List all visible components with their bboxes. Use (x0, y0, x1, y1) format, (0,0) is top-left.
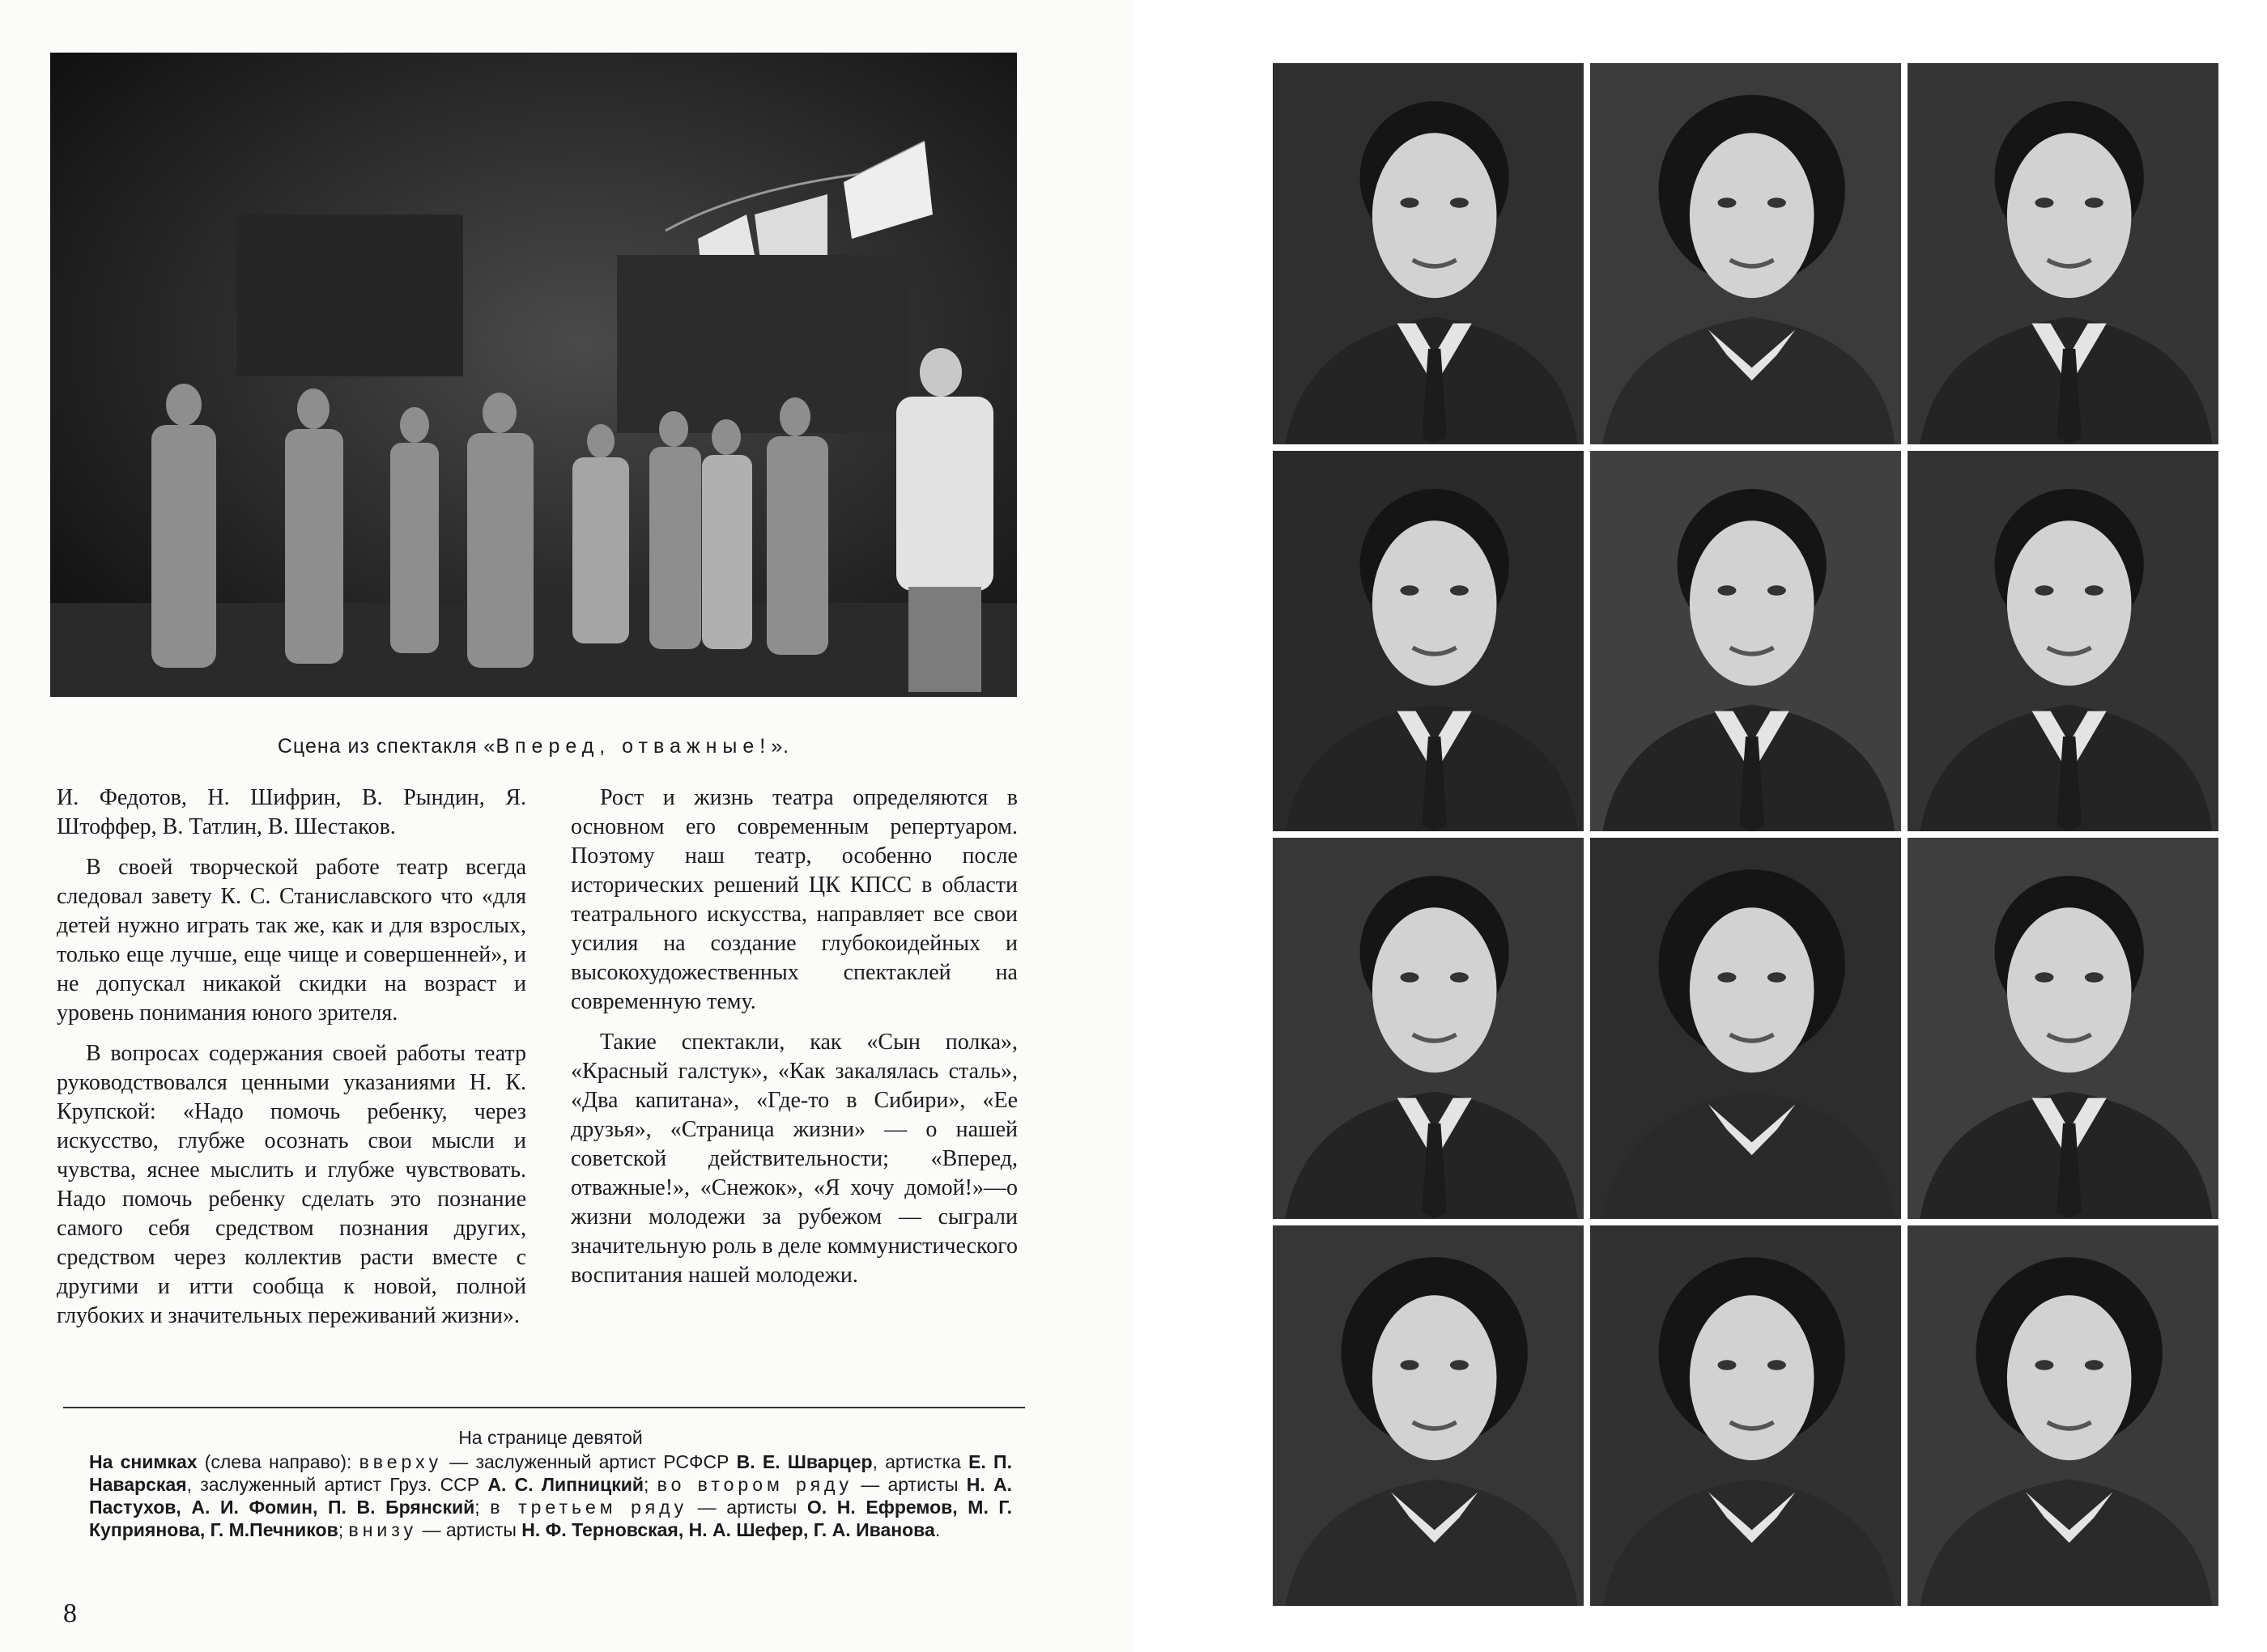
caption-row-label: во втором ряду (657, 1474, 853, 1495)
portrait-photo (1590, 63, 1901, 444)
captions-title: На странице девятой (458, 1427, 643, 1448)
portrait-shefer (1590, 1225, 1901, 1607)
caption-text: . (934, 1519, 941, 1540)
paragraph: Рост и жизнь театра определяются в основном его современным репертуаром. Поэтому наш театр, особенно после исторических решений ЦК КПСС в области театрального искусства, направляет все свои усилия на создание глубокоидейных и высокохудожественных спектаклей на современную тему. (571, 785, 1018, 1014)
caption-lead: На снимках (89, 1451, 198, 1472)
portrait-efremov (1273, 838, 1584, 1219)
caption-name: В. Е. Шварцер (736, 1451, 873, 1472)
caption-text: — заслуженный артист РСФСР (442, 1451, 737, 1472)
portrait-photo (1273, 63, 1584, 444)
caption-suffix: ». (771, 735, 790, 758)
paragraph: В своей творческой работе театр всегда следовал завету К. С. Станиславского что «для детей нужно играть так же, как и для взрослых, только еще лучше, еще чище и совершенней», и не допускал никакой скидки на возраст и уровень понимания юного зрителя. (57, 855, 526, 1026)
caption-row-label: внизу (348, 1519, 418, 1540)
scene-photo (50, 53, 1017, 697)
paragraph: В вопросах содержания своей работы театр руководствовался ценными указаниями Н. К. Крупской: «Надо помочь ребенку, через искусство, глубже осознать свои мысли и чувства, яснее мыслить и глубже чувствовать. Надо помочь ребенку сделать это познание самого себя средством познания других, средством через коллектив расти вместе с другими и итти сообща к новой, полной глубоких и значительных переживаний жизни». (57, 1041, 526, 1328)
portrait-fomin (1590, 451, 1901, 832)
caption-prefix: Сцена из спектакля « (277, 735, 496, 758)
portrait-captions (89, 1426, 1012, 1541)
portrait-photo (1908, 1225, 2218, 1607)
caption-text: ; (474, 1497, 491, 1518)
portrait-navarskaya (1590, 63, 1901, 444)
page-number: 8 (63, 1599, 77, 1629)
caption-name: А. С. Липницкий (487, 1474, 644, 1495)
paragraph: И. Федотов, Н. Шифрин, В. Рындин, Я. Штоффер, В. Татлин, В. Шестаков. (57, 785, 526, 839)
paragraph: Такие спектакли, как «Сын полка», «Красный галстук», «Как закалялась сталь», «Два капитана», «Где-то в Сибири», «Ее друзья», «Страница жизни» — о нашей советской действительности; «Вперед, отважные!», «Снежок», «Я хочу домой!»—о жизни молодежи за рубежом — сыграли значительную роль в деле коммунистического воспитания нашей молодежи. (571, 1030, 1018, 1288)
text-column-left (57, 784, 526, 1342)
caption-row-label: в третьем ряду (490, 1497, 688, 1518)
portrait-photo (1590, 451, 1901, 832)
portrait-shvartser (1273, 63, 1584, 444)
portrait-photo (1590, 1225, 1901, 1607)
caption-name: Е. П. Наварская (89, 1451, 1012, 1495)
caption-text: — артисты (687, 1497, 807, 1518)
portrait-photo (1908, 838, 2218, 1219)
portrait-photo (1273, 1225, 1584, 1607)
caption-play-title: Вперед, отважные! (496, 735, 772, 758)
caption-text: , заслуженный артист Груз. ССР (186, 1474, 488, 1495)
scene-photo-caption (50, 735, 1017, 758)
text-column-right (571, 784, 1018, 1302)
caption-text: ; (644, 1474, 657, 1495)
portrait-photo (1908, 63, 2218, 444)
divider-rule (63, 1407, 1025, 1408)
portrait-photo (1273, 838, 1584, 1219)
portrait-photo (1590, 838, 1901, 1219)
caption-name: Н. А. Пастухов, А. И. Фомин, П. В. Брянский (89, 1474, 1012, 1518)
portrait-photo (1908, 451, 2218, 832)
portrait-ternovskaya (1273, 1225, 1584, 1607)
caption-name: О. Н. Ефремов, М. Г. Куприянова, Г. М.Печников (89, 1497, 1012, 1540)
right-page (1134, 0, 2267, 1652)
caption-text: — артисты (417, 1519, 522, 1540)
portrait-pastukhov (1273, 451, 1584, 832)
caption-text: — артисты (852, 1474, 967, 1495)
caption-row-label: вверху (359, 1451, 443, 1472)
captions-body (89, 1450, 1012, 1541)
portrait-ivanova (1908, 1225, 2218, 1607)
portrait-lipnitsky (1908, 63, 2218, 444)
portrait-photo (1273, 451, 1584, 832)
caption-text: , артистка (872, 1451, 969, 1472)
portrait-pechnikov (1908, 838, 2218, 1219)
caption-text: (слева направо): (197, 1451, 359, 1472)
stage-scene-image (50, 53, 1017, 697)
caption-name: Н. Ф. Терновская, Н. А. Шефер, Г. А. Иванова (521, 1519, 935, 1540)
portrait-grid (1273, 63, 2218, 1606)
caption-text: ; (338, 1519, 349, 1540)
portrait-bryansky (1908, 451, 2218, 832)
portrait-kupriyanova (1590, 838, 1901, 1219)
